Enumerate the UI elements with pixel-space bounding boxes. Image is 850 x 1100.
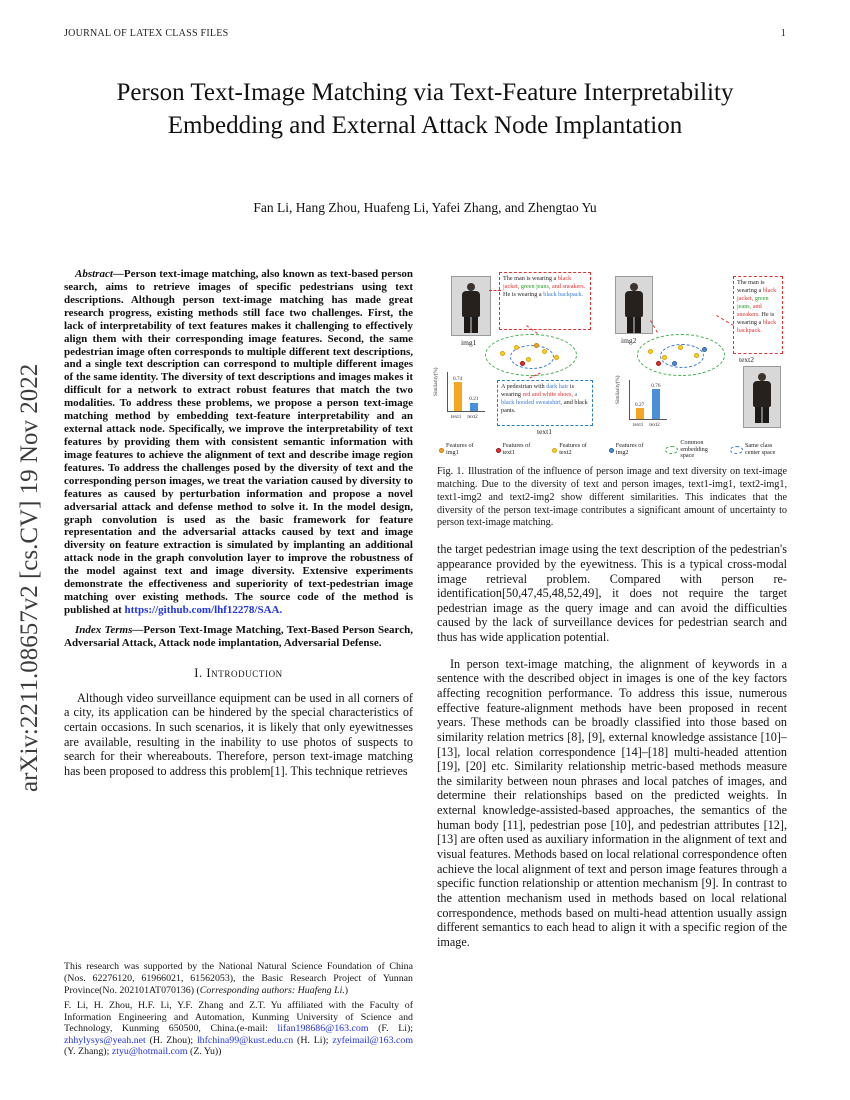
feature-dot [514,345,519,350]
embedding-space-ellipse-img1 [485,334,577,376]
bar-value-label: 0.21 [469,396,479,403]
email-link[interactable]: zhhylysys@yeah.net [64,1034,146,1046]
page-number: 1 [780,28,786,39]
legend-item: Common embedding space [665,440,720,460]
same-class-space-icon [730,446,743,454]
person-silhouette-icon [467,283,475,291]
feature-dot [554,355,559,360]
feature-dot [648,349,653,354]
pedestrian-photo-img2-second [743,366,781,428]
text2-features-marker-icon [552,448,557,453]
chart-y-axis-label: Similarity(%) [615,375,621,404]
chart-x-axis-labels: text1 text2 [633,422,660,428]
img1-features-marker-icon [439,448,444,453]
section-heading-introduction: I. Introduction [194,665,283,680]
abstract-text: Person text-image matching, also known as text-based person search, aims to retrieve images of specific pedestrians using text descriptions. Although person text-image matching has made great research progress, existing methods still face two challenges. First, the lack of interpretability of text features makes it challenging to effectively align them with their corresponding image features. Second, the same pedestrian image often corresponds to multiple different text descriptions, and a single text description can correspond to multiple different images of the same identity. The diversity of text descriptions and images makes it difficult for a network to extract robust features that match the two modalities. To address these problems, we propose a person text-image matching method by embedding text-feature interpretability and an external attack node. Specifically, we improve the interpretability of text features by providing them with consistent semantic information with image features to achieve the alignment of text and describe image region features. To address the challenges posed by the diversity of text and the corresponding person images, we treat the variation caused by diversity to features as caused by perturbation information and propose a novel adversarial attack and defense method to solve it. In the model design, graph convolution is used as the basic framework for feature representation and the adversarial attacks caused by text and image diversity on feature extraction is simulated by implanting an additional attack node in the graph convolution layer to improve the robustness of the model against text and image diversity. Extensive experiments demonstrate the effectiveness and superiority of text-pedestrian image matching over existing methods. The source code of the method is published at [64,268,413,616]
feature-dot [702,347,707,352]
text2-description-box-right: The man is wearing a black jacket, green jeans, and sneakers. He is wearing a black backpack. [733,276,783,354]
bar-value-label: 0.76 [651,382,661,389]
abstract-label: Abstract— [75,268,124,280]
text1-label: text1 [537,427,552,436]
feature-dot [534,343,539,348]
img1-label: img1 [461,338,477,347]
bar-value-label: 0.27 [635,401,645,408]
similarity-bar-text2-img1 [470,403,478,411]
feature-dot [656,361,661,366]
connector-arrow [716,315,734,326]
abstract-paragraph [64,268,413,617]
page-header [64,28,786,39]
index-terms-label: Index Terms— [75,623,144,636]
feature-dot [526,357,531,362]
chart-plot-area [629,380,667,420]
index-terms-text: Person Text-Image Matching, Text-Based Person Search, Adversarial Attack, Attack node implantation, Adversarial Defense. [64,623,413,649]
email-link[interactable]: zyfeimail@163.com [332,1034,414,1046]
figure-legend [437,440,787,460]
email-link[interactable]: lhfchina99@kust.edu.cn [196,1034,294,1046]
right-column [433,268,787,950]
text1-description-box: A pedestrian with dark hair is wearing red and white shoes, a black hooded sweatshirt, and black pants. [497,380,593,426]
source-code-link[interactable]: https://github.com/lhf12278/SAA. [124,603,283,616]
bar-value-label: 0.74 [453,375,463,382]
embedding-space-ellipse-img2 [637,334,725,376]
common-embedding-space-icon [665,446,678,454]
pedestrian-photo-img2 [615,276,653,334]
legend-item: Same class center space [730,443,785,457]
chart-y-axis-label: Similarity(%) [433,367,439,396]
chart-plot-area [447,372,485,412]
email-link[interactable]: ztyu@hotmail.com [111,1046,188,1058]
chart-x-axis-labels: text1 text2 [451,414,478,420]
funding-footnote: This research was supported by the National Natural Science Foundation of China (Nos. 62276120, 61966021, 61562053), the Basic Research Project of Yunnan Province(No. 202101AT070136) (Corresponding authors: Huafeng Li.) [64,961,413,996]
person-silhouette-icon [630,283,638,291]
feature-dot [694,353,699,358]
img2-features-marker-icon [609,448,614,453]
connector-arrow [489,290,501,291]
pedestrian-photo-img1 [451,276,491,336]
affiliation-footnote: F. Li, H. Zhou, H.F. Li, Y.F. Zhang and Z.T. Yu affiliated with the Faculty of Information Engineering and Automation, Kunming University of Science and Technology, Kunming 650500, China.(e-mail: lifan198686@163.com (F. Li); zhhylysys@yeah.net (H. Zhou); lhfchina99@kust.edu.cn (H. Li); zyfeimail@163.com (Y. Zhang); ztyu@hotmail.com (Z. Yu)) [64,1000,414,1058]
body-paragraph-1: the target pedestrian image using the text description of the pedestrian's appearance provided by the eyewitness. This is a typical cross-modal image retrieval problem. Compared with person re-identification[50,47,45,48,52,49], it does not require the target pedestrian image as the query image and can avoid the difficulties caused by the lack of surveillance devices for pedestrian search and thus has wide application potential. [437,542,787,645]
email-link[interactable]: lifan198686@163.com [277,1023,369,1035]
feature-dot [662,355,667,360]
legend-item: Features of img2 [609,443,656,457]
intro-paragraph: Although video surveillance equipment can be used in all corners of a city, its application can be hindered by the special characteristics of certain occasions. In such scenarios, it is likely that only eyewitnesses are available, resulting in the inability to use photos of suspects to search for their whereabouts. Therefore, person text-image matching has been proposed to address this problem[1]. This technique retrieves [64,690,413,778]
similarity-bar-text2-img2 [652,389,660,419]
first-page-footnotes [64,957,413,1058]
legend-item: Features of text2 [552,443,599,457]
img2-label: img2 [621,336,637,345]
legend-item: Features of text1 [496,443,543,457]
similarity-bar-text1-img2 [636,408,644,419]
figure-number-label: Fig. 1. [437,466,465,477]
body-paragraph-2: In person text-image matching, the alignment of keywords in a sentence with the described object in images is one of the key factors affecting recognition performance. To address this issue, numerous effective feature-alignment methods have been proposed in recent years. These methods can be broadly classified into those based on similarity relation metrics [8], [9], external knowledge assistance [10]–[13], local relation correspondence [14]–[18] multi-headed attention [19], [20] etc. Similarity relationship metric-based methods measure the similarity between noun phrases and local patches of images, and determine their relationships based on the predicted weights. In external knowledge-assisted-based approaches, the semantics of the human body [11], pedestrian pose [10], and pedestrian attributes [12], [13] are often used as auxiliary information in the alignment of text and visual features. Methods based on local relational correspondence often achieve the local alignment of text and person image features through a specific function relationship or attention mechanism [9]. In contrast to the attention mechanism used in methods based on local relational correspondence, methods based on multi-head attention usually assign different semantics to each head to align it with a specific region of the image. [437,656,787,949]
feature-dot [678,345,683,350]
feature-dot [542,349,547,354]
paper-title: Person Text-Image Matching via Text-Feature Interpretability Embedding and External Attack Node Implantation [116,79,734,139]
text2-label: text2 [739,355,754,364]
corresponding-author-note: Corresponding authors: Huafeng Li. [199,984,345,996]
similarity-bar-text1-img1 [454,382,462,411]
figure-1-caption: Fig. 1. Illustration of the influence of person image and text diversity on text-image matching. Due to the diversity of text and person images, text1-img1, text2-img1, text1-img2 and text2-img2 show different similarities. This indicates that the diversity of the person text-image contributes a significant amount of uncertainty to person text-image matching. [437,466,787,529]
figure-1-illustration [433,268,787,460]
arxiv-stamp: arXiv:2211.08657v2 [cs.CV] 19 Nov 2022 [16,363,43,792]
left-column [64,268,413,1060]
person-silhouette-icon [758,373,766,381]
text1-features-marker-icon [496,448,501,453]
feature-dot [500,351,505,356]
authors-line: Fan Li, Hang Zhou, Huafeng Li, Yafei Zhang, and Zhengtao Yu [253,200,597,215]
journal-name: JOURNAL OF LATEX CLASS FILES [64,28,229,39]
legend-item: Features of img1 [439,443,486,457]
feature-dot [672,361,677,366]
text2-description-box-left: The man is wearing a black jacket, green jeans, and sneakers. He is wearing a black backpack. [499,272,591,330]
feature-dot [520,361,525,366]
index-terms-paragraph [64,624,413,650]
